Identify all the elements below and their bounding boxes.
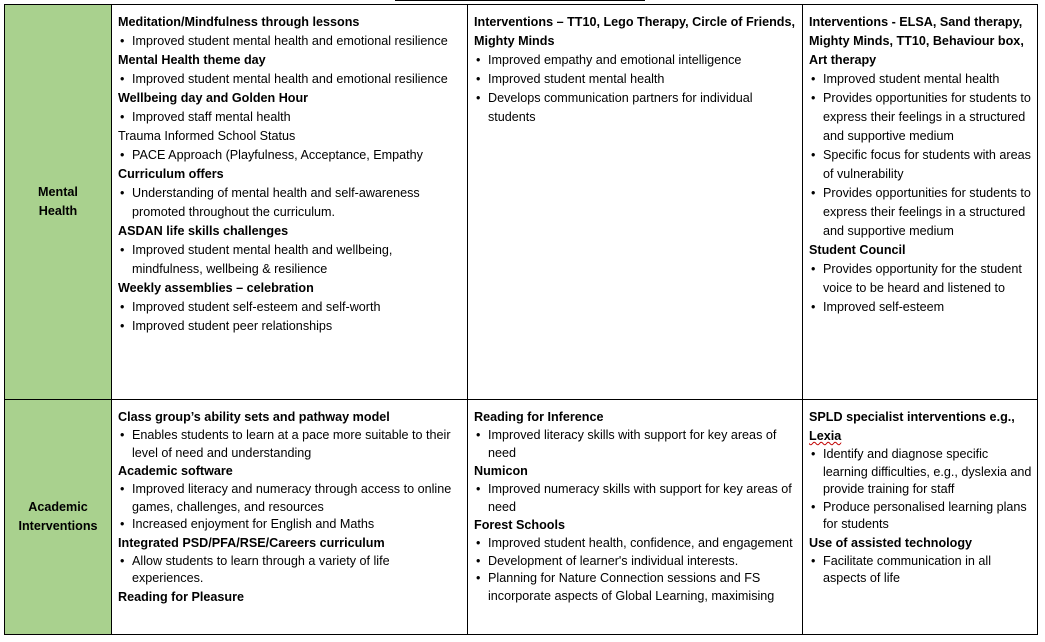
- bullet-item: • Provides opportunity for the student voice to be heard and listened to: [809, 260, 1032, 298]
- section-heading-text: Reading for Inference: [474, 410, 604, 424]
- bullet-list: [118, 427, 462, 462]
- bullet-list: [809, 70, 1032, 241]
- bullet-list: [118, 241, 462, 279]
- row-label-mental-health: [5, 5, 112, 400]
- bullet-item: • Improved numeracy skills with support for key areas of need: [474, 481, 797, 516]
- bullet-item: • Facilitate communication in all aspects of life: [809, 553, 1032, 588]
- top-border-line: [395, 0, 645, 1]
- section-heading-text: Meditation/Mindfulness through lessons: [118, 15, 360, 29]
- bullet-item: • Improved student peer relationships: [118, 317, 462, 336]
- section-heading-text: Academic software: [118, 464, 233, 478]
- section-heading: [809, 13, 1032, 70]
- row-label-line: Academic: [28, 500, 88, 514]
- section-heading: [118, 13, 462, 32]
- bullet-item: • Provides opportunities for students to express their feelings in a structured and supportive medium: [809, 89, 1032, 146]
- bullet-item: • Produce personalised learning plans for students: [809, 499, 1032, 534]
- section-heading-text: Weekly assemblies – celebration: [118, 281, 314, 295]
- cell-mental-health-col3: [803, 5, 1038, 400]
- section-heading-text: Mental Health theme day: [118, 53, 266, 67]
- bullet-item: • PACE Approach (Playfulness, Acceptance, Empathy: [118, 146, 462, 165]
- section-heading: [118, 408, 462, 427]
- bullet-item: • Improved staff mental health: [118, 108, 462, 127]
- bullet-list: [474, 535, 797, 605]
- spellcheck-word: Lexia: [809, 429, 842, 443]
- section-heading-text: Interventions – TT10, Lego Therapy, Circle of Friends, Mighty Minds: [474, 15, 795, 48]
- plain-line: Trauma Informed School Status: [118, 129, 296, 143]
- row-label-line: Interventions: [18, 519, 98, 533]
- bullet-item: • Improved literacy skills with support for key areas of need: [474, 427, 797, 462]
- section-heading-text: Numicon: [474, 464, 528, 478]
- cell-academic-col3: [803, 400, 1038, 635]
- bullet-list: [809, 260, 1032, 317]
- section-heading-text: Class group’s ability sets and pathway model: [118, 410, 390, 424]
- bullet-item: • Allow students to learn through a variety of life experiences.: [118, 553, 462, 588]
- bullet-item: • Improved empathy and emotional intelligence: [474, 51, 797, 70]
- bullet-item: • Identify and diagnose specific learning difficulties, e.g., dyslexia and provide training for staff: [809, 446, 1032, 499]
- section-heading: [118, 279, 462, 298]
- bullet-item: • Improved student mental health: [474, 70, 797, 89]
- bullet-item: • Specific focus for students with areas of vulnerability: [809, 146, 1032, 184]
- section-heading-text: Forest Schools: [474, 518, 565, 532]
- bullet-item: • Provides opportunities for students to express their feelings in a structured and supportive medium: [809, 184, 1032, 241]
- section-heading-text: Interventions - ELSA, Sand therapy, Mighty Minds, TT10, Behaviour box, Art therapy: [809, 15, 1024, 67]
- section-heading: [474, 516, 797, 535]
- bullet-list: [118, 70, 462, 89]
- bullet-list: [809, 553, 1032, 588]
- bullet-item: • Understanding of mental health and self-awareness promoted throughout the curriculum.: [118, 184, 462, 222]
- section-heading: [118, 534, 462, 553]
- section-heading: [474, 462, 797, 481]
- row-label-line: Mental: [38, 185, 78, 199]
- bullet-list: [474, 51, 797, 127]
- bullet-list: [118, 298, 462, 336]
- bullet-list: [474, 427, 797, 462]
- bullet-list: [118, 553, 462, 588]
- cell-mental-health-col1: [112, 5, 468, 400]
- cell-mental-health-col2: [468, 5, 803, 400]
- section-heading-text: SPLD specialist interventions e.g.,: [809, 410, 1015, 424]
- bullet-list: [118, 32, 462, 51]
- bullet-item: • Increased enjoyment for English and Maths: [118, 516, 462, 534]
- bullet-item: • Develops communication partners for individual students: [474, 89, 797, 127]
- section-heading: [809, 241, 1032, 260]
- section-heading-text: Curriculum offers: [118, 167, 224, 181]
- section-heading-text: Reading for Pleasure: [118, 589, 244, 604]
- row-label-line: Health: [38, 204, 78, 218]
- bullet-item: • Planning for Nature Connection sessions and FS incorporate aspects of Global Learning, maximising: [474, 570, 797, 605]
- bullet-item: • Improved self-esteem: [809, 298, 1032, 317]
- section-heading: [118, 89, 462, 108]
- bullet-item: • Improved literacy and numeracy through access to online games, challenges, and resources: [118, 481, 462, 516]
- section-heading: [118, 588, 462, 607]
- section-heading: [118, 51, 462, 70]
- section-heading: [118, 462, 462, 481]
- section-heading: [474, 13, 797, 51]
- bullet-item: • Enables students to learn at a pace more suitable to their level of need and understanding: [118, 427, 462, 462]
- interventions-table: [4, 4, 1038, 635]
- cell-academic-col2: [468, 400, 803, 635]
- table-row-academic-interventions: [5, 400, 1038, 635]
- section-heading-text: Student Council: [809, 243, 906, 257]
- bullet-list: [474, 481, 797, 516]
- bullet-list: [118, 481, 462, 534]
- section-heading: [809, 534, 1032, 553]
- bullet-item: • Development of learner's individual interests.: [474, 553, 797, 571]
- section-heading-text: Wellbeing day and Golden Hour: [118, 91, 309, 105]
- section-heading-text: Use of assisted technology: [809, 535, 973, 550]
- bullet-list: [118, 184, 462, 222]
- section-heading-text: Integrated PSD/PFA/RSE/Careers curriculum: [118, 535, 385, 550]
- bullet-list: [809, 446, 1032, 534]
- bullet-item: • Improved student mental health and emotional resilience: [118, 70, 462, 89]
- section-heading: [474, 408, 797, 427]
- bullet-item: • Improved student mental health: [809, 70, 1032, 89]
- bullet-list: [118, 108, 462, 127]
- bullet-item: • Improved student mental health and emotional resilience: [118, 32, 462, 51]
- section-heading: [118, 165, 462, 184]
- bullet-item: • Improved student self-esteem and self-worth: [118, 298, 462, 317]
- section-heading: [118, 222, 462, 241]
- table-row-mental-health: [5, 5, 1038, 400]
- cell-academic-col1: [112, 400, 468, 635]
- bullet-item: • Improved student health, confidence, and engagement: [474, 535, 797, 553]
- section-heading: [809, 408, 1032, 446]
- section-heading-text: ASDAN life skills challenges: [118, 224, 289, 238]
- row-label-academic-interventions: [5, 400, 112, 635]
- bullet-list: [118, 146, 462, 165]
- bullet-item: • Improved student mental health and wellbeing, mindfulness, wellbeing & resilience: [118, 241, 462, 279]
